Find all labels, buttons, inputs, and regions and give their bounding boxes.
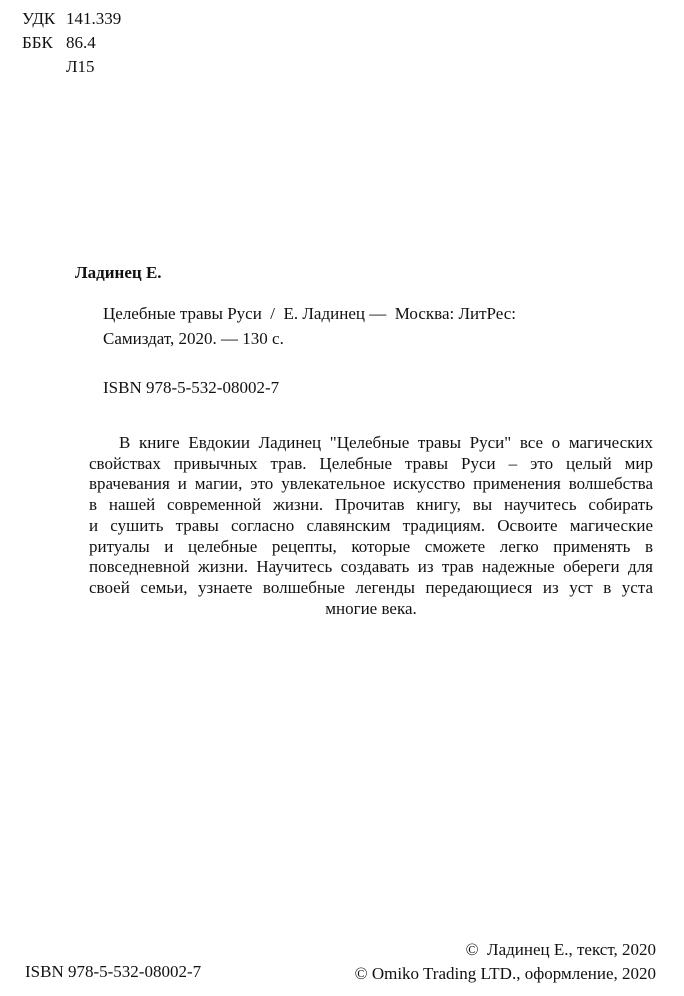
annotation-line: многие века. xyxy=(325,598,417,618)
copyright-design: © Omiko Trading LTD., оформление, 2020 xyxy=(354,964,656,983)
udk-row xyxy=(22,9,121,29)
udk-value: 141.339 xyxy=(66,9,122,28)
isbn: ISBN 978-5-532-08002-7 xyxy=(103,378,280,397)
bbk-row xyxy=(22,33,96,53)
copyright-block xyxy=(355,938,656,986)
footer-isbn: ISBN 978-5-532-08002-7 xyxy=(25,962,202,981)
annotation-line: врачевания и магии, это увлекательное искусство применения волшебства xyxy=(89,474,653,494)
bbk-value: 86.4 xyxy=(66,33,96,52)
udk-label: УДК xyxy=(22,9,56,28)
annotation-line: свойствах привычных трав. Целебные травы Руси – это целый мир xyxy=(89,453,653,473)
annotation-line: в нашей современной жизни. Прочитав книгу, вы научитесь собирать xyxy=(89,495,653,515)
author-mark: Л15 xyxy=(66,57,95,76)
bibliographic-description xyxy=(103,301,516,351)
bibliography-line-2: Самиздат, 2020. — 130 с. xyxy=(103,329,284,348)
bbk-label: ББК xyxy=(22,33,53,52)
annotation-line: ритуалы и целебные рецепты, которые сможете легко применять в xyxy=(89,536,653,556)
annotation-line: В книге Евдокии Ладинец "Целебные травы Руси" все о магических xyxy=(119,433,653,452)
annotation-line: своей семьи, узнаете волшебные легенды передающиеся из уст в уста xyxy=(89,577,653,597)
annotation-line: и сушить травы согласно славянским традициям. Освоите магические xyxy=(89,515,653,535)
annotation xyxy=(89,433,653,619)
copyright-text: © Ладинец Е., текст, 2020 xyxy=(465,940,656,959)
author-heading: Ладинец Е. xyxy=(75,263,162,282)
author-mark-row xyxy=(22,57,95,77)
bibliography-line-1: Целебные травы Руси / Е. Ладинец — Москва: ЛитРес: xyxy=(103,304,516,323)
annotation-line: повседневной жизни. Научитесь создавать из трав надежные обереги для xyxy=(89,557,653,577)
